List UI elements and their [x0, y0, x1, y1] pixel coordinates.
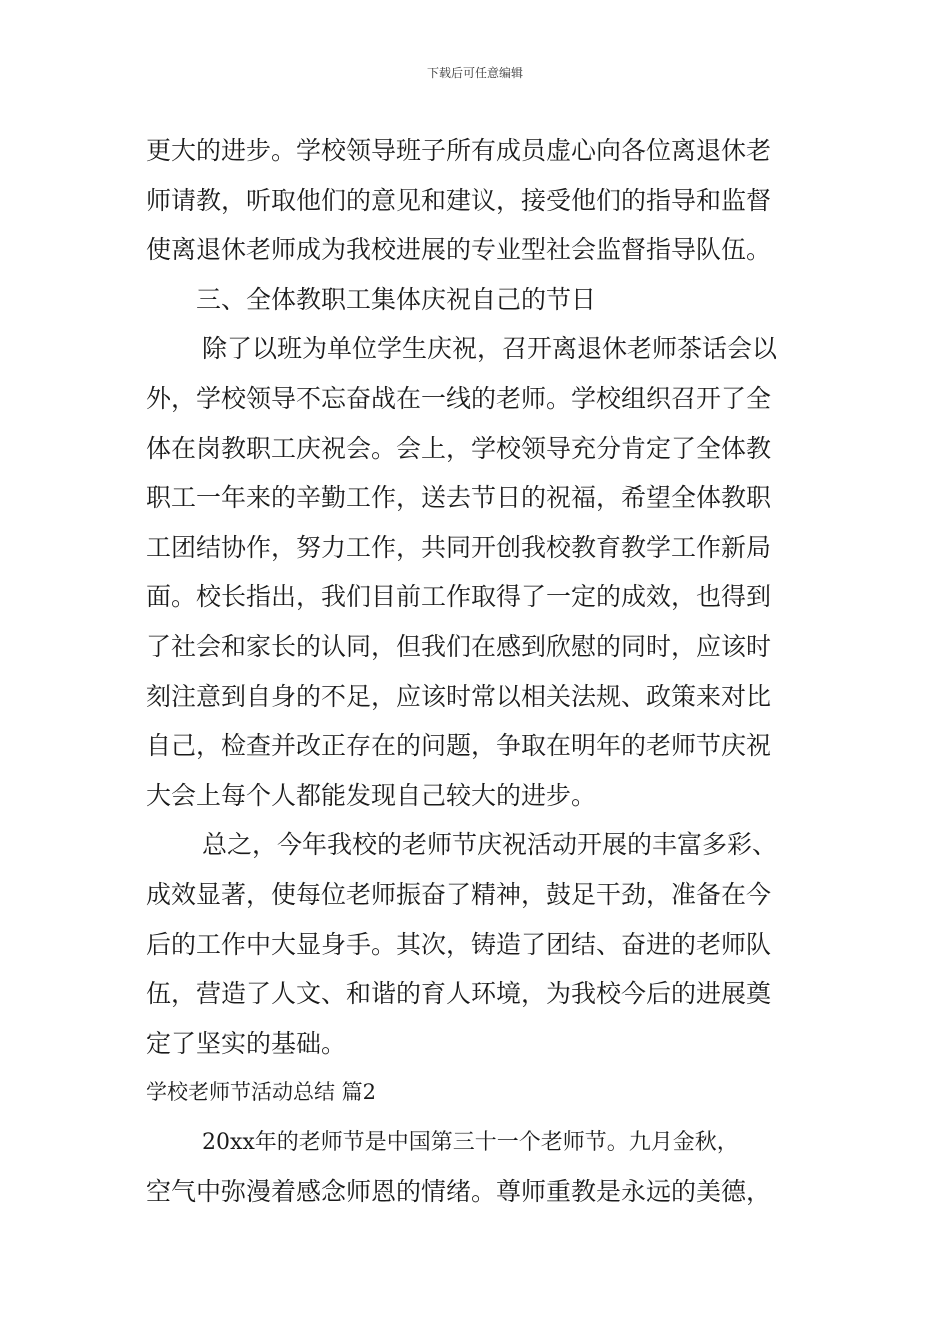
paragraph-line: 空气中弥漫着感念师恩的情绪。尊师重教是永远的美德， [146, 1177, 772, 1207]
document-body [146, 126, 826, 1217]
paragraph-line: 总之，今年我校的老师节庆祝活动开展的丰富多彩、 [202, 830, 778, 860]
paragraph-line: 使离退休老师成为我校进展的专业型社会监督指导队伍。 [146, 235, 772, 265]
paragraph-line: 师请教，听取他们的意见和建议，接受他们的指导和监督 [146, 185, 772, 215]
paragraph-line: 更大的进步。学校领导班子所有成员虚心向各位离退休老 [146, 136, 772, 165]
section-heading: 三、全体教职工集体庆祝自己的节日 [196, 284, 597, 314]
paragraph-line: 成效显著，使每位老师振奋了精神，鼓足干劲，准备在今 [146, 879, 772, 909]
paragraph-line: 20xx年的老师节是中国第三十一个老师节。九月金秋， [202, 1129, 739, 1155]
paragraph-line: 职工一年来的辛勤工作，送去节日的祝福，希望全体教职 [146, 483, 772, 513]
paragraph-2 [146, 324, 826, 820]
page-header: 下载后可任意编辑 [426, 66, 523, 80]
paragraph-line: 外，学校领导不忘奋战在一线的老师。学校组织召开了全 [146, 383, 772, 413]
paragraph-line: 后的工作中大显身手。其次，铸造了团结、奋进的老师队 [146, 929, 772, 959]
paragraph-line: 伍，营造了人文、和谐的育人环境，为我校今后的进展奠 [146, 979, 772, 1009]
paragraph-line: 自己，检查并改正存在的问题，争取在明年的老师节庆祝 [146, 731, 772, 761]
paragraph-line: 了社会和家长的认同，但我们在感到欣慰的同时，应该时 [146, 631, 772, 661]
paragraph-1 [146, 126, 826, 275]
paragraph-line: 定了坚实的基础。 [146, 1028, 347, 1058]
paragraph-3 [146, 820, 826, 1068]
paragraph-4 [146, 1118, 826, 1217]
article-title: 学校老师节活动总结 篇2 [146, 1080, 377, 1105]
paragraph-line: 大会上每个人都能发现自己较大的进步。 [146, 780, 597, 810]
paragraph-line: 工团结协作，努力工作，共同开创我校教育教学工作新局 [146, 532, 772, 562]
paragraph-line: 体在岗教职工庆祝会。会上，学校领导充分肯定了全体教 [146, 433, 772, 463]
paragraph-line: 面。校长指出，我们目前工作取得了一定的成效，也得到 [146, 582, 772, 612]
paragraph-line: 刻注意到自身的不足，应该时常以相关法规、政策来对比 [146, 681, 772, 711]
paragraph-line: 除了以班为单位学生庆祝，召开离退休老师茶话会以 [202, 334, 778, 364]
